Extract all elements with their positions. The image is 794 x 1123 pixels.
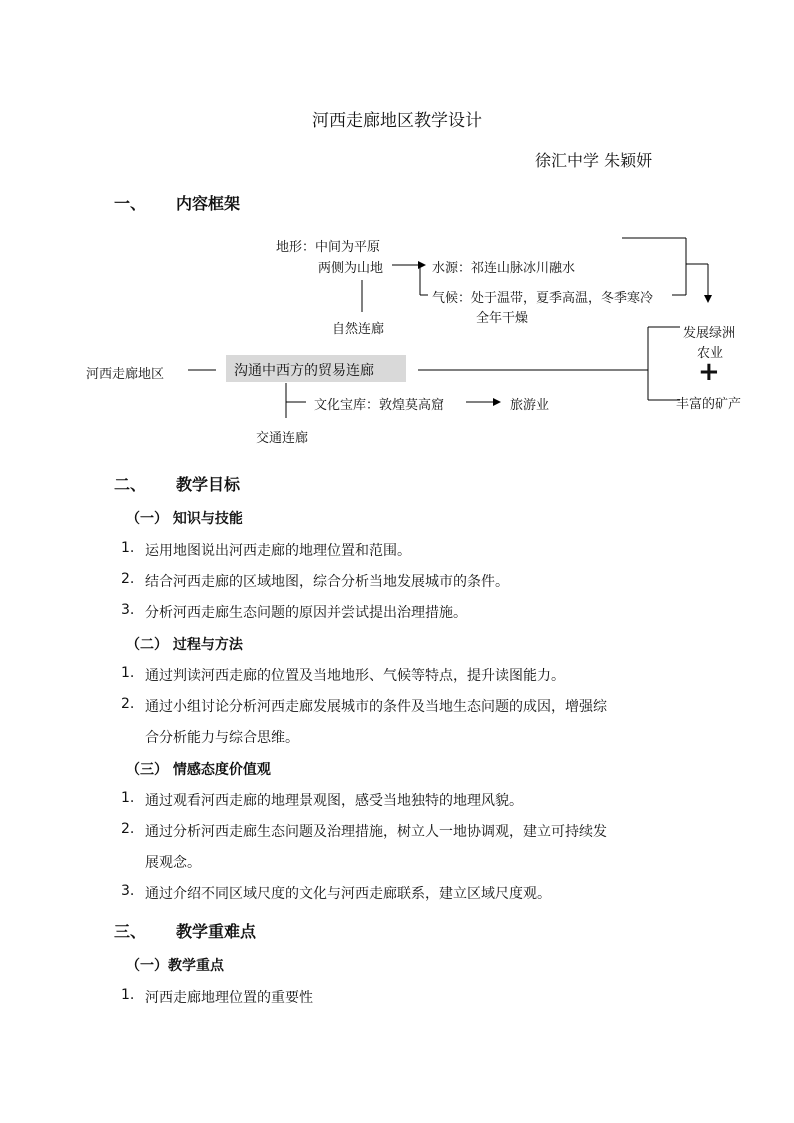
climate-label-line2: 全年干燥 bbox=[476, 311, 529, 326]
terrain-label-line1: 地形：中间为平原 bbox=[276, 240, 381, 255]
trade-corridor-label: 沟通中西方的贸易连廊 bbox=[234, 363, 374, 379]
mineral-resources-label: 丰富的矿产 bbox=[676, 397, 742, 412]
plus-icon: + bbox=[698, 357, 720, 387]
climate-label-line1: 气候：处于温带，夏季高温，冬季寒冷 bbox=[432, 291, 654, 306]
subheading-process-methods: （二） 过程与方法 bbox=[126, 637, 243, 653]
section-number: 二、 bbox=[114, 475, 147, 494]
culture-treasury-label: 文化宝库：敦煌莫高窟 bbox=[314, 398, 445, 413]
subheading-attitudes-values: （三） 情感态度价值观 bbox=[126, 762, 271, 778]
section-number: 三、 bbox=[114, 922, 147, 941]
author-line: 徐汇中学 朱颖妍 bbox=[535, 151, 653, 170]
section-label: 内容框架 bbox=[176, 194, 241, 213]
section-label: 教学重难点 bbox=[176, 922, 257, 941]
transport-corridor-label: 交通连廊 bbox=[256, 431, 309, 446]
tourism-label: 旅游业 bbox=[510, 398, 550, 413]
section-heading-teaching-objectives bbox=[114, 472, 240, 495]
list-item-continuation: 展观念。 bbox=[145, 855, 201, 871]
terrain-label-line2: 两侧为山地 bbox=[318, 261, 384, 276]
section-number: 一、 bbox=[114, 194, 147, 213]
subheading-key-points: （一）教学重点 bbox=[126, 958, 224, 974]
oasis-agriculture-line1: 发展绿洲 bbox=[683, 326, 736, 341]
water-source-label: 水源：祁连山脉冰川融水 bbox=[432, 261, 576, 276]
natural-corridor-label: 自然连廊 bbox=[332, 322, 385, 337]
document-title: 河西走廊地区教学设计 bbox=[312, 111, 482, 131]
oasis-agriculture-line2: 农业 bbox=[697, 346, 724, 361]
list-item-continuation: 合分析能力与综合思维。 bbox=[145, 730, 299, 746]
section-label: 教学目标 bbox=[176, 475, 241, 494]
section-heading-key-difficulties bbox=[114, 919, 256, 942]
region-label: 河西走廊地区 bbox=[86, 367, 165, 382]
subheading-knowledge-skills: （一） 知识与技能 bbox=[126, 511, 243, 527]
